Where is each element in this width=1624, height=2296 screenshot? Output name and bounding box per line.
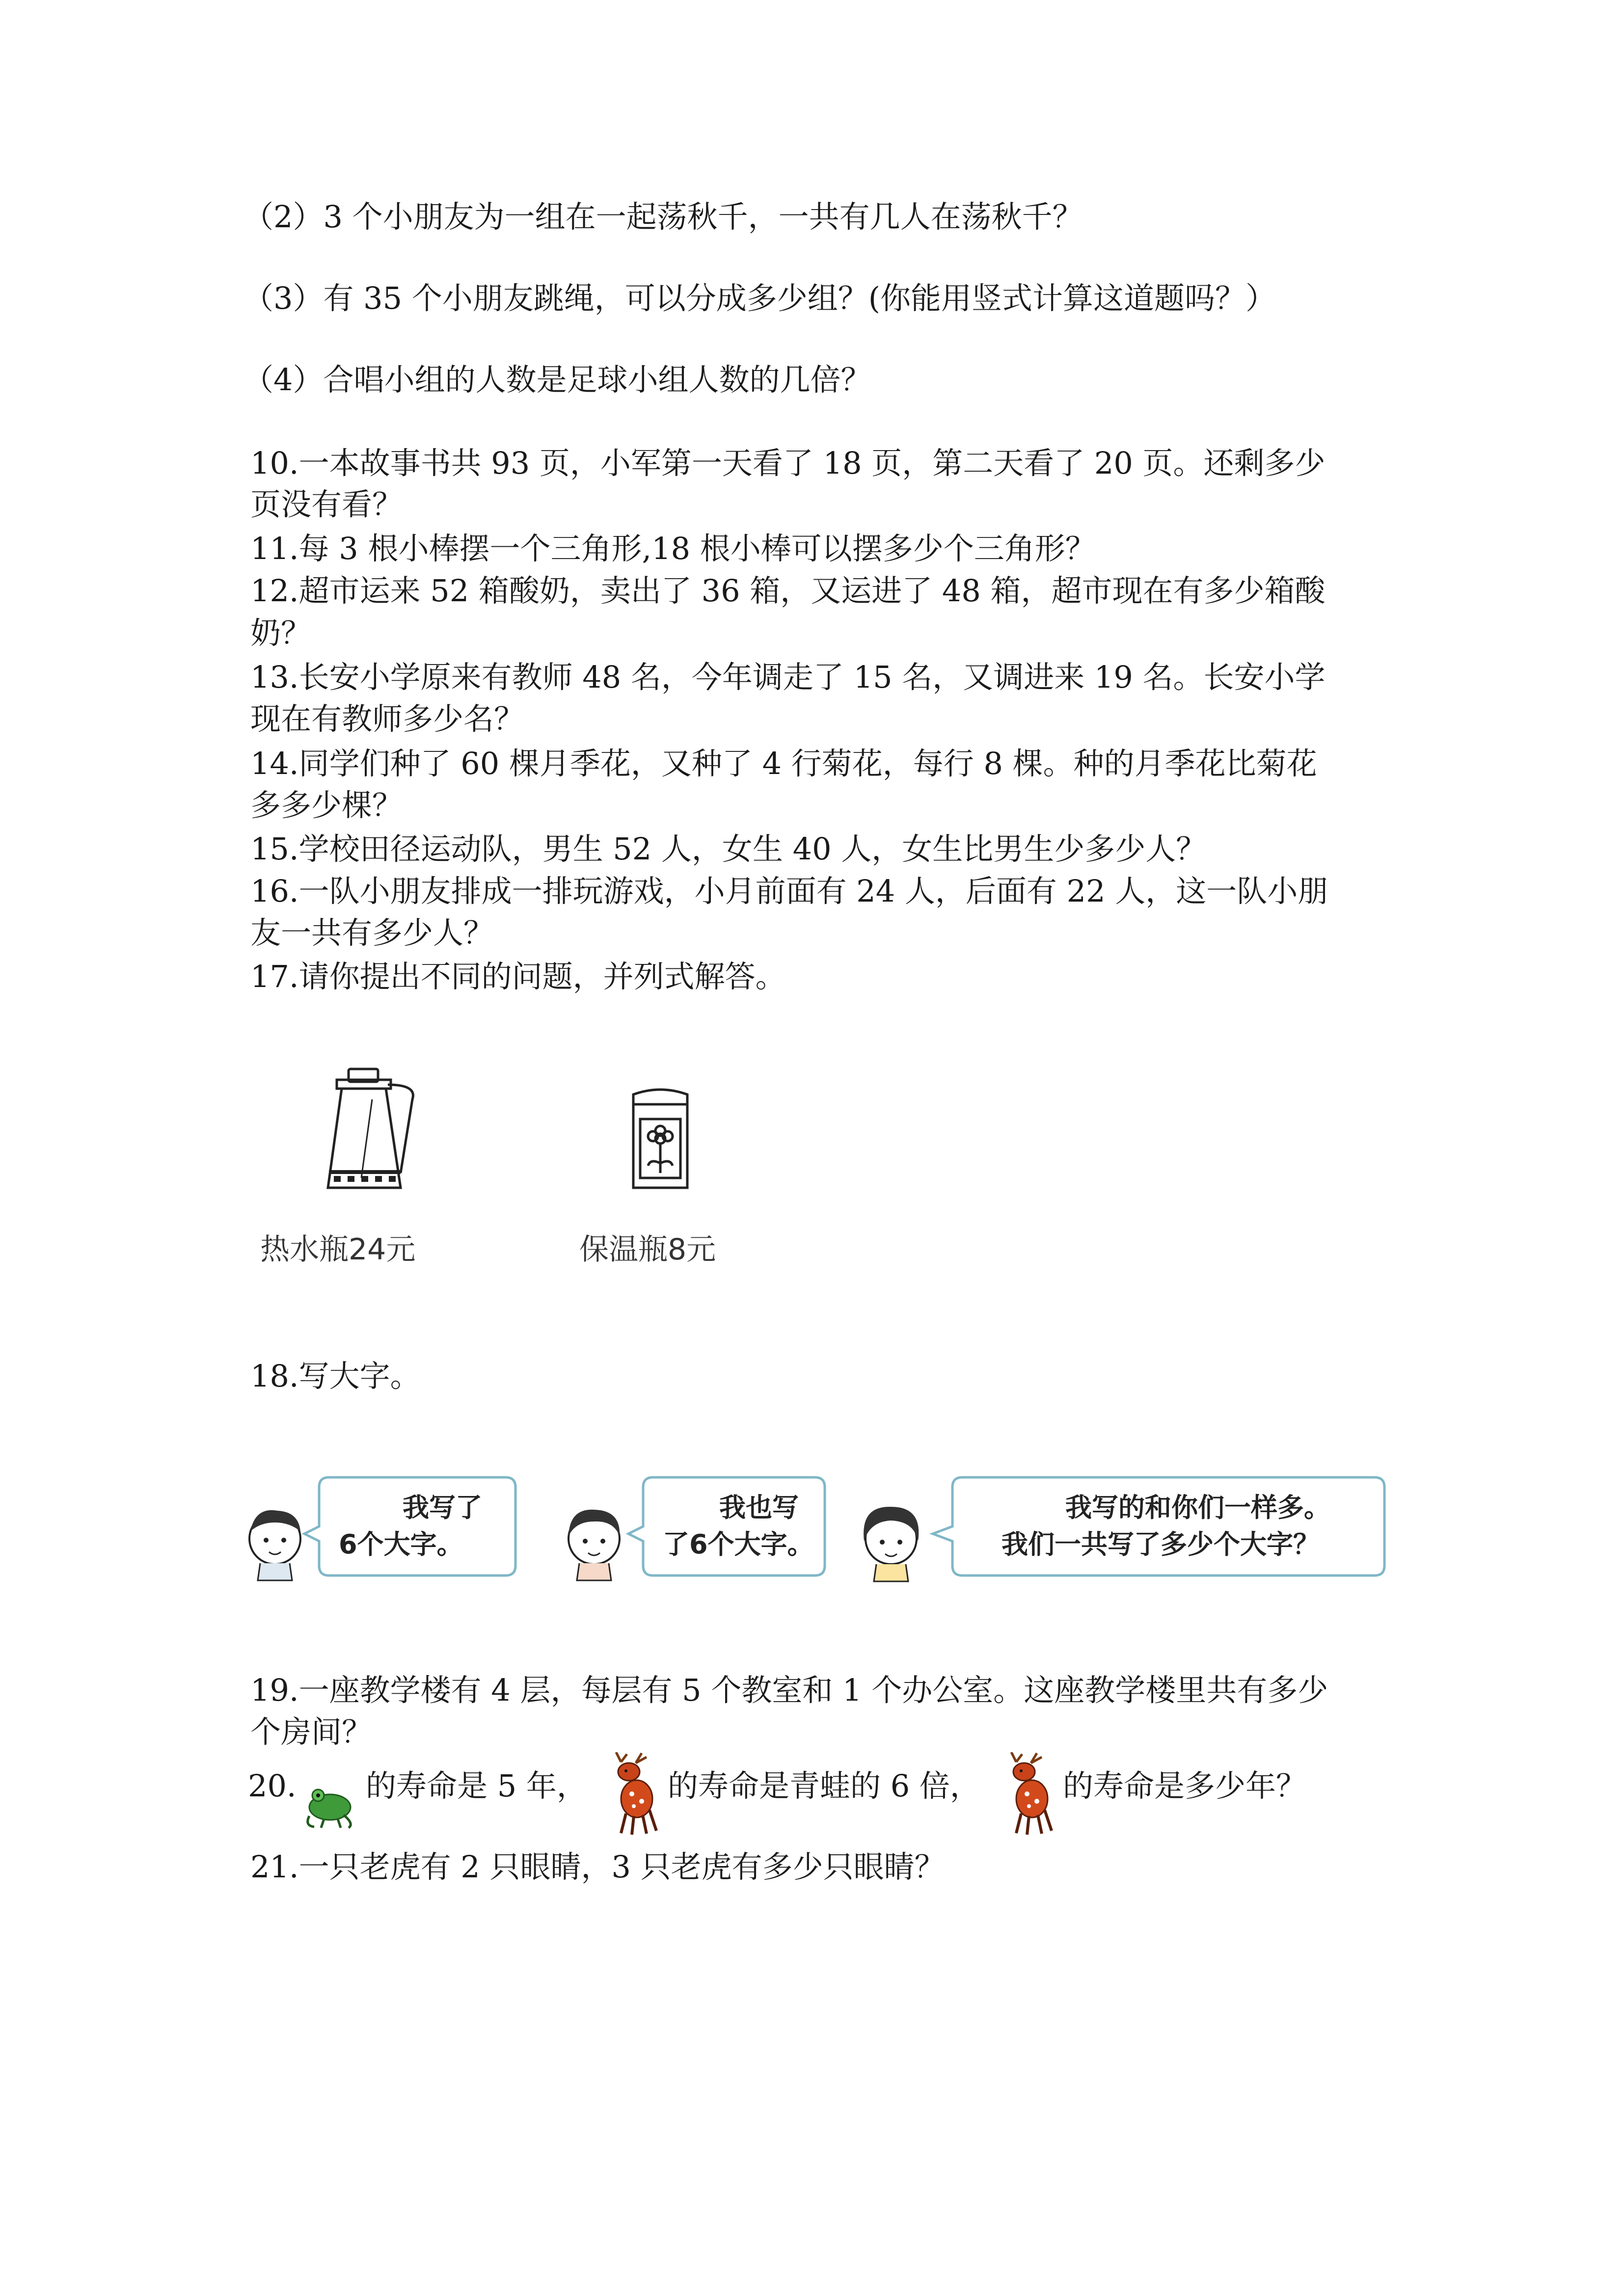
question-10-line-2: 页没有看？ <box>250 486 403 522</box>
insulated-bottle-icon <box>623 1085 697 1193</box>
question-20-part-3: 的寿命是多少年？ <box>1063 1768 1307 1804</box>
bubble-2-line-1: 我也写 <box>719 1492 799 1523</box>
question-14-line-1: 14.同学们种了 60 棵月季花，又种了 4 行菊花，每行 8 棵。种的月季花比菊花 <box>250 746 1317 781</box>
question-13-line-2: 现在有教师多少名？ <box>250 701 525 737</box>
question-18: 18.写大字。 <box>250 1358 421 1394</box>
question-20-part-1: 的寿命是 5 年， <box>366 1768 587 1804</box>
sub-question-2: （2）3 个小朋友为一组在一起荡秋千，一共有几人在荡秋千？ <box>243 199 1083 235</box>
question-19-line-2: 个房间？ <box>250 1714 373 1750</box>
deer-icon-2 <box>997 1752 1060 1836</box>
bubble-3-line-2: 我们一共写了多少个大字？ <box>1001 1529 1320 1560</box>
question-11: 11.每 3 根小棒摆一个三角形,18 根小棒可以摆多少个三角形？ <box>250 531 1096 566</box>
question-13-line-1: 13.长安小学原来有教师 48 名，今年调走了 15 名，又调进来 19 名。长安小学 <box>250 659 1326 695</box>
insulated-bottle-caption: 保温瓶8元 <box>579 1232 716 1267</box>
bubble-2-line-2: 了6个大字。 <box>663 1529 814 1560</box>
thermos-icon <box>314 1065 427 1198</box>
question-16-line-2: 友一共有多少人？ <box>250 915 494 951</box>
question-17: 17.请你提出不同的问题，并列式解答。 <box>250 959 786 994</box>
question-15: 15.学校田径运动队，男生 52 人，女生 40 人，女生比男生少多少人？ <box>250 831 1207 867</box>
question-14-line-2: 多多少棵？ <box>250 787 403 823</box>
question-12-line-1: 12.超市运来 52 箱酸奶，卖出了 36 箱，又运进了 48 箱，超市现在有多少箱酸 <box>250 573 1326 609</box>
question-16-line-1: 16.一队小朋友排成一排玩游戏，小月前面有 24 人，后面有 22 人，这一队小朋 <box>250 873 1328 909</box>
bubble-3-line-1: 我写的和你们一样多。 <box>1065 1492 1330 1523</box>
bubble-1-line-1: 我写了 <box>403 1492 482 1523</box>
speech-bubble-2 <box>628 1477 825 1575</box>
question-20-number: 20. <box>248 1768 297 1804</box>
child-avatar-1 <box>249 1510 300 1580</box>
question-12-line-2: 奶？ <box>250 615 312 651</box>
child-avatar-2 <box>568 1510 620 1580</box>
question-20-part-2: 的寿命是青蛙的 6 倍， <box>668 1768 980 1804</box>
speech-bubble-scene <box>241 1468 1389 1595</box>
question-10-line-1: 10.一本故事书共 93 页，小军第一天看了 18 页，第二天看了 20 页。还剩多少 <box>250 445 1326 481</box>
question-19-line-1: 19.一座教学楼有 4 层，每层有 5 个教室和 1 个办公室。这座教学楼里共有多少 <box>250 1672 1328 1708</box>
bubble-1-line-2: 6个大字。 <box>339 1529 463 1560</box>
sub-question-3: （3）有 35 个小朋友跳绳，可以分成多少组？(你能用竖式计算这道题吗？） <box>243 280 1276 316</box>
speech-bubble-3 <box>933 1477 1384 1575</box>
sub-question-4: （4）合唱小组的人数是足球小组人数的几倍？ <box>243 362 871 398</box>
question-21: 21.一只老虎有 2 只眼睛，3 只老虎有多少只眼睛？ <box>250 1849 945 1885</box>
speech-bubble-1 <box>304 1477 515 1575</box>
deer-icon <box>601 1752 665 1836</box>
thermos-caption: 热水瓶24元 <box>260 1232 416 1267</box>
child-avatar-3 <box>864 1507 919 1581</box>
frog-icon <box>299 1777 358 1831</box>
